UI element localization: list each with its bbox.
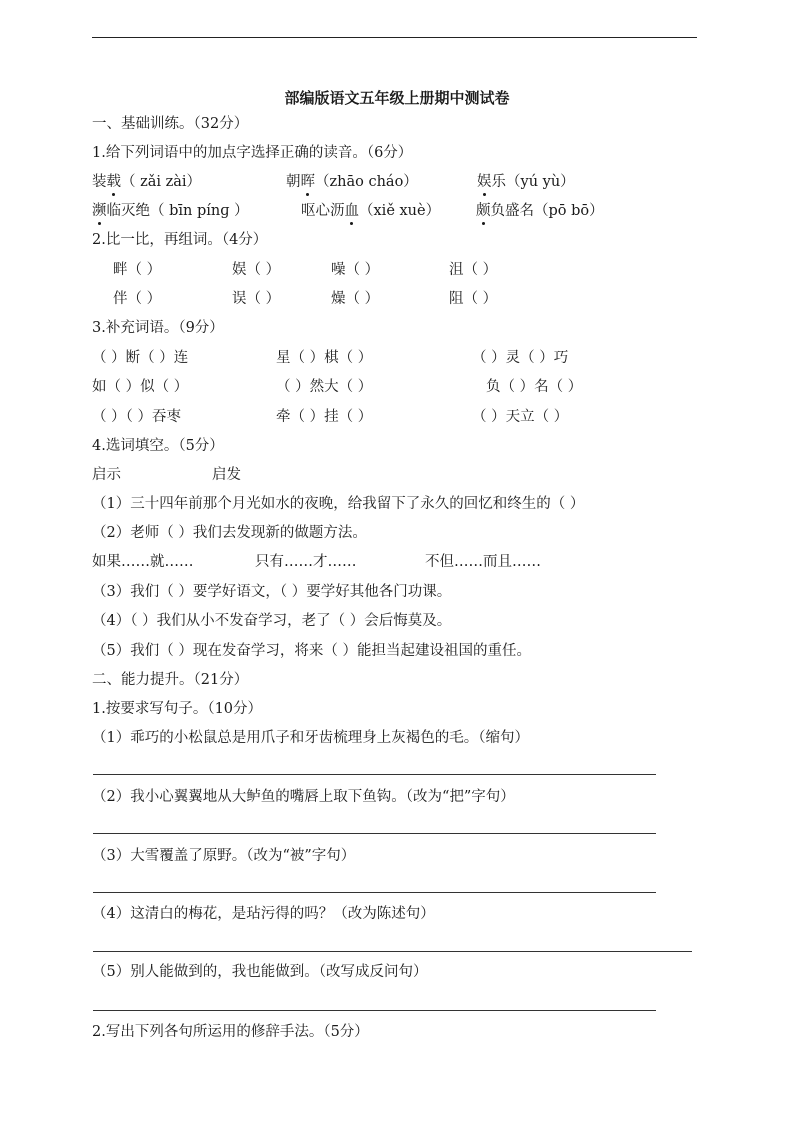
q3-row2-item-1: 如（ ）似（ ）: [92, 379, 189, 395]
q2-prompt: 2.比一比，再组词。（4分）: [92, 232, 268, 248]
emphasis-dot-char: 载: [106, 174, 121, 190]
answer-line[interactable]: [93, 951, 692, 952]
q3-row2-item-2: （ ）然大（ ）: [276, 379, 373, 395]
q3-row3-item-1: （ ）（ ）吞枣: [92, 409, 181, 425]
q1-item-6: 颇负盛名（pō bō）: [476, 203, 604, 219]
q4-conj-3: 不但……而且……: [425, 554, 541, 570]
q2-row2-item-2: 误（ ）: [232, 291, 281, 307]
q1-item-4: 濒临灭绝（ bīn pínɡ ）: [92, 203, 249, 219]
section-2-heading: 二、能力提升。（21分）: [92, 672, 249, 688]
q2-row1-item-1: 畔（ ）: [113, 262, 162, 278]
q4-conj-1: 如果……就……: [92, 554, 194, 570]
emphasis-dot-char: 娱: [477, 174, 492, 190]
q1-item-3: 娱乐（yú yù）: [477, 174, 575, 190]
q4-prompt: 4.选词填空。（5分）: [92, 438, 224, 454]
q2-row1-item-4: 沮（ ）: [449, 262, 498, 278]
s2-q1-prompt: 1.按要求写句子。（10分）: [92, 701, 263, 717]
section-1-heading: 一、基础训练。（32分）: [92, 116, 249, 132]
s2-q1-item-2: （2）我小心翼翼地从大鲈鱼的嘴唇上取下鱼钩。（改为“把”字句）: [92, 789, 515, 805]
q1-item-2: 朝晖（zhāo cháo）: [286, 174, 418, 190]
q2-row2-item-3: 燥（ ）: [331, 291, 380, 307]
s2-q1-item-5: （5）别人能做到的，我也能做到。（改写成反问句）: [92, 964, 428, 980]
s2-q1-item-4: （4）这清白的梅花，是玷污得的吗？（改为陈述句）: [92, 906, 435, 922]
q4-option-1: 启示: [92, 467, 121, 483]
q4-sentence-2: （2）老师（ ）我们去发现新的做题方法。: [92, 525, 367, 541]
q2-row1-item-2: 娱（ ）: [232, 262, 281, 278]
answer-line[interactable]: [93, 892, 656, 893]
s2-q2-prompt: 2.写出下列各句所运用的修辞手法。（5分）: [92, 1024, 369, 1040]
q4-sentence-4: （4）（ ）我们从小不发奋学习，老了（ ）会后悔莫及。: [92, 613, 452, 629]
answer-line[interactable]: [93, 1010, 656, 1011]
q3-prompt: 3.补充词语。（9分）: [92, 320, 224, 336]
s2-q1-item-3: （3）大雪覆盖了原野。（改为“被”字句）: [92, 848, 356, 864]
emphasis-dot-char: 颇: [476, 203, 491, 219]
q4-sentence-5: （5）我们（ ）现在发奋学习，将来（ ）能担当起建设祖国的重任。: [92, 643, 531, 659]
q2-row1-item-3: 噪（ ）: [331, 262, 380, 278]
exam-title: 部编版语文五年级上册期中测试卷: [284, 89, 510, 107]
q3-row1-item-1: （ ）断（ ）连: [92, 350, 189, 366]
s2-q1-item-1: （1）乖巧的小松鼠总是用爪子和牙齿梳理身上灰褐色的毛。（缩句）: [92, 730, 529, 746]
q4-sentence-3: （3）我们（ ）要学好语文，（ ）要学好其他各门功课。: [92, 584, 452, 600]
q1-item-5: 呕心沥血（xiě xuè）: [301, 203, 441, 219]
header-rule: [92, 37, 697, 38]
q3-row3-item-2: 牵（ ）挂（ ）: [276, 409, 373, 425]
emphasis-dot-char: 晖: [300, 174, 315, 190]
q4-option-2: 启发: [212, 467, 241, 483]
answer-line[interactable]: [93, 833, 656, 834]
q2-row2-item-1: 伴（ ）: [113, 291, 162, 307]
answer-line[interactable]: [93, 774, 656, 775]
q3-row2-item-3: 负（ ）名（ ）: [486, 379, 583, 395]
q4-conj-2: 只有……才……: [255, 554, 357, 570]
q1-item-1: 装载（ zǎi zài）: [92, 174, 202, 190]
emphasis-dot-char: 血: [344, 203, 359, 219]
q3-row3-item-3: （ ）天立（ ）: [472, 409, 569, 425]
q4-sentence-1: （1）三十四年前那个月光如水的夜晚，给我留下了永久的回忆和终生的（ ）: [92, 496, 585, 512]
q3-row1-item-3: （ ）灵（ ）巧: [472, 350, 569, 366]
q3-row1-item-2: 星（ ）棋（ ）: [276, 350, 373, 366]
q1-prompt: 1.给下列词语中的加点字选择正确的读音。（6分）: [92, 145, 413, 161]
q2-row2-item-4: 阻（ ）: [449, 291, 498, 307]
emphasis-dot-char: 濒: [92, 203, 107, 219]
